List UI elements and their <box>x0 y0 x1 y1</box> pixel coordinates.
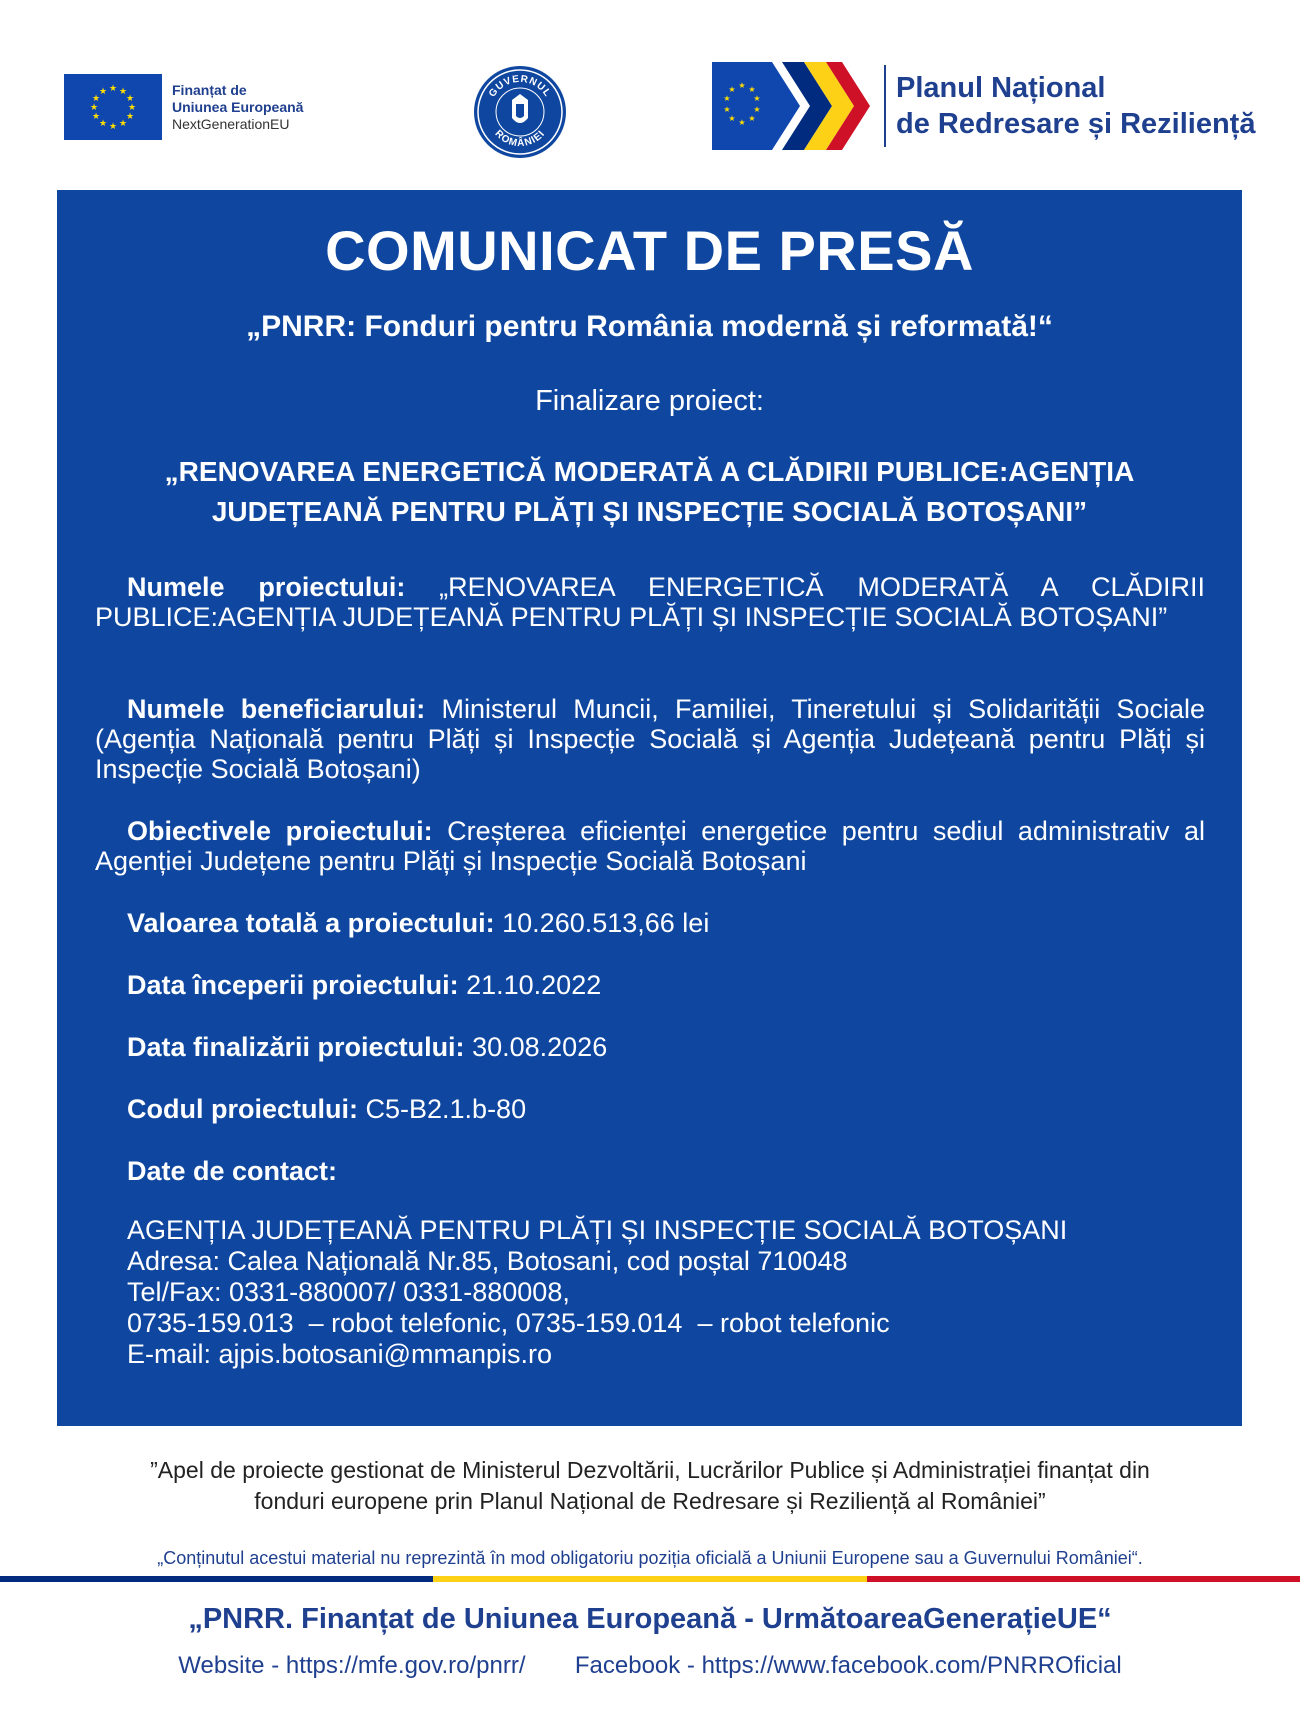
eu-line3: NextGenerationEU <box>172 115 290 132</box>
svg-text:★: ★ <box>98 119 108 129</box>
pnrr-line2: de Redresare și Reziliență <box>896 108 1256 140</box>
total-value: 10.260.513,66 lei <box>502 908 710 938</box>
header <box>0 0 1300 190</box>
svg-text:★: ★ <box>127 103 137 113</box>
svg-text:★: ★ <box>738 81 746 90</box>
project-code-value: C5-B2.1.b-80 <box>365 1094 527 1124</box>
finalization-label: Finalizare proiect: <box>535 385 764 417</box>
end-date-value: 30.08.2026 <box>472 1032 608 1062</box>
start-date-label: Data începerii proiectului: <box>127 970 459 1000</box>
pnrr-divider <box>884 65 886 147</box>
disclaimer: „Conținutul acestui material nu reprezintă în mod obligatoriu poziția oficială a Uniunii Europene sau a Guvernului României“. <box>157 1548 1143 1568</box>
contact-address: Adresa: Calea Națională Nr.85, Botosani, cod poștal 710048 <box>127 1246 848 1276</box>
tricolor-red <box>867 1576 1300 1582</box>
svg-text:★: ★ <box>98 87 108 97</box>
eu-line2: Uniunea Europeană <box>172 98 304 115</box>
svg-text:★: ★ <box>748 85 756 94</box>
tricolor-yellow <box>433 1576 866 1582</box>
seal-bottom-text: ROMÂNIEI <box>492 128 548 150</box>
contact-mobile: 0735-159.013 – robot telefonic, 0735-159.014 – robot telefonic <box>127 1308 890 1338</box>
pnrr-line1: Planul Național <box>896 72 1106 104</box>
apel-line2: fonduri europene prin Planul Național de Redresare și Reziliență al României” <box>254 1488 1046 1514</box>
svg-text:★: ★ <box>738 118 746 127</box>
project-name-paragraph <box>95 572 1205 632</box>
project-title: „RENOVAREA ENERGETICĂ MODERATĂ A CLĂDIRII PUBLICE:AGENȚIA JUDEȚEANĂ PENTRU PLĂȚI ȘI INSPECȚIE SOCIALĂ BOTOȘANI” <box>164 456 1135 527</box>
beneficiary-paragraph <box>95 694 1205 784</box>
svg-text:★: ★ <box>723 105 731 114</box>
svg-text:★: ★ <box>753 105 761 114</box>
svg-text:★: ★ <box>91 94 101 104</box>
call-for-projects-note <box>30 1455 1270 1517</box>
footer-links <box>0 1652 1300 1680</box>
press-title: COMUNICAT DE PRESĂ <box>325 219 974 282</box>
svg-text:★: ★ <box>125 94 135 104</box>
contact-label: Date de contact: <box>127 1156 338 1186</box>
project-name-label: Numele proiectului: <box>127 572 406 602</box>
start-date-line <box>127 970 601 1000</box>
total-value-line <box>127 908 709 938</box>
project-name-value: „RENOVAREA ENERGETICĂ MODERATĂ A CLĂDIRII PUBLICE:AGENȚIA JUDEȚEANĂ PENTRU PLĂȚI ȘI INSPECȚIE SOCIALĂ BOTOȘANI” <box>95 572 1205 632</box>
footer-slogan: „PNRR. Finanțat de Uniunea Europeană - UrmătoareaGenerațieUE“ <box>188 1603 1112 1635</box>
eu-funding-text <box>172 82 303 133</box>
svg-text:★: ★ <box>728 114 736 123</box>
svg-text:★: ★ <box>748 114 756 123</box>
end-date-line <box>127 1032 607 1062</box>
government-seal-icon <box>472 64 568 160</box>
svg-text:★: ★ <box>108 122 118 132</box>
apel-line1: ”Apel de proiecte gestionat de Ministerul Dezvoltării, Lucrărilor Publice și Administrației finanțat din <box>150 1457 1150 1483</box>
total-value-label: Valoarea totală a proiectului: <box>127 908 495 938</box>
svg-text:★: ★ <box>728 85 736 94</box>
eu-line1: Finanțat de <box>172 81 247 98</box>
svg-text:★: ★ <box>89 103 99 113</box>
contact-org: AGENȚIA JUDEȚEANĂ PENTRU PLĂȚI ȘI INSPECȚIE SOCIALĂ BOTOȘANI <box>127 1215 1068 1245</box>
beneficiary-label: Numele beneficiarului: <box>127 694 426 724</box>
contact-phone: Tel/Fax: 0331-880007/ 0331-880008, <box>127 1277 570 1307</box>
eu-flag-icon <box>64 74 162 140</box>
project-code-line <box>127 1094 526 1124</box>
start-date-value: 21.10.2022 <box>466 970 602 1000</box>
objectives-value: Creșterea eficienței energetice pentru sediul administrativ al Agenției Județene pentru Plăți și Inspecție Socială Botoșani <box>95 816 1205 876</box>
svg-text:★: ★ <box>118 119 128 129</box>
svg-text:★: ★ <box>91 112 101 122</box>
tricolor-bar <box>0 1576 1300 1582</box>
svg-text:★: ★ <box>118 87 128 97</box>
facebook-link[interactable]: Facebook - https://www.facebook.com/PNRROficial <box>574 1652 1122 1679</box>
press-slogan: „PNRR: Fonduri pentru România modernă și reformată!“ <box>246 310 1053 343</box>
eu-funding-logo <box>64 74 303 140</box>
press-release-box <box>57 190 1242 1426</box>
svg-text:★: ★ <box>108 84 118 94</box>
objectives-label: Obiectivele proiectului: <box>127 816 433 846</box>
objectives-paragraph <box>95 816 1205 876</box>
svg-text:★: ★ <box>125 112 135 122</box>
beneficiary-value: Ministerul Muncii, Familiei, Tineretului și Solidarității Sociale (Agenția Națională pentru Plăți și Inspecție Socială și Agenția Județeană pentru Plăți și Inspecție Socială Botoșani) <box>95 694 1205 784</box>
website-link[interactable]: Website - https://mfe.gov.ro/pnrr/ <box>178 1652 526 1679</box>
tricolor-blue <box>0 1576 433 1582</box>
end-date-label: Data finalizării proiectului: <box>127 1032 465 1062</box>
contact-block <box>127 1215 1067 1370</box>
contact-heading <box>127 1156 337 1186</box>
contact-email[interactable]: E-mail: ajpis.botosani@mmanpis.ro <box>127 1339 553 1369</box>
svg-text:★: ★ <box>753 94 761 103</box>
svg-text:★: ★ <box>723 94 731 103</box>
pnrr-flag-icon <box>712 62 872 150</box>
seal-top-text: GUVERNUL <box>487 73 554 100</box>
project-code-label: Codul proiectului: <box>127 1094 358 1124</box>
pnrr-text <box>896 70 1255 142</box>
pnrr-logo <box>712 62 1255 150</box>
